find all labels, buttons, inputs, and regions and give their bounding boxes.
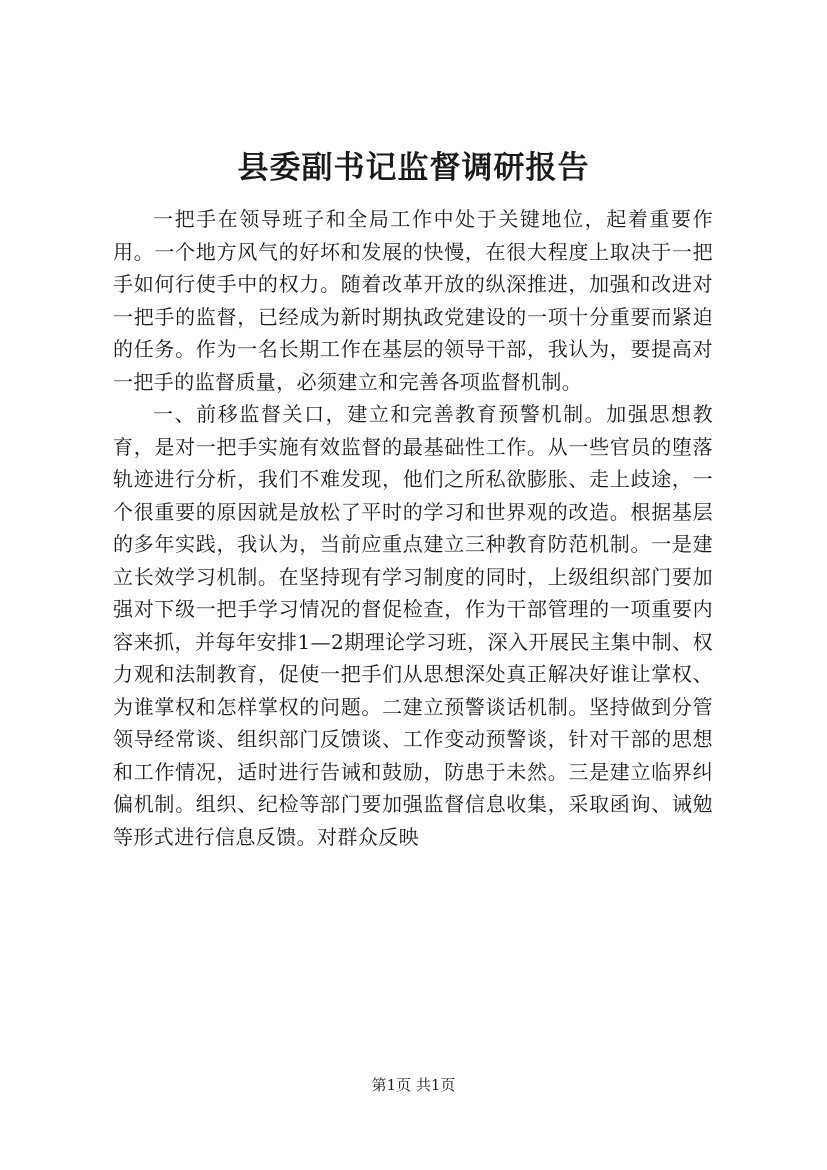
paragraph-2: 一、前移监督关口，建立和完善教育预警机制。加强思想教育，是对一把手实施有效监督的最基础性工作。从一些官员的堕落轨迹进行分析，我们不难发现，他们之所私欲膨胀、走上歧途，一个很重要的原因就是放松了平时的学习和世界观的改造。根据基层的多年实践，我认为，当前应重点建立三种教育防范机制。一是建立长效学习机制。在坚持现有学习制度的同时，上级组织部门要加强对下级一把手学习情况的督促检查，作为干部管理的一项重要内容来抓，并每年安排1—2期理论学习班，深入开展民主集中制、权力观和法制教育，促使一把手们从思想深处真正解决好谁让掌权、为谁掌权和怎样掌权的问题。二建立预警谈话机制。坚持做到分管领导经常谈、组织部门反馈谈、工作变动预警谈，针对干部的思想和工作情况，适时进行告诫和鼓励，防患于未然。三是建立临界纠偏机制。组织、纪检等部门要加强监督信息收集，采取函询、诫勉等形式进行信息反馈。对群众反映 bbox=[113, 402, 713, 849]
paragraph-1: 一把手在领导班子和全局工作中处于关键地位，起着重要作用。一个地方风气的好坏和发展的快慢，在很大程度上取决于一把手如何行使手中的权力。随着改革开放的纵深推进，加强和改进对一把手的监督，已经成为新时期执政党建设的一项十分重要而紧迫的任务。作为一名长期工作在基层的领导干部，我认为，要提高对一把手的监督质量，必须建立和完善各项监督机制。 bbox=[113, 207, 713, 394]
page-footer: 第1页 共1页 bbox=[371, 1076, 456, 1094]
document-body bbox=[113, 203, 713, 853]
document-title: 县委副书记监督调研报告 bbox=[237, 150, 590, 186]
